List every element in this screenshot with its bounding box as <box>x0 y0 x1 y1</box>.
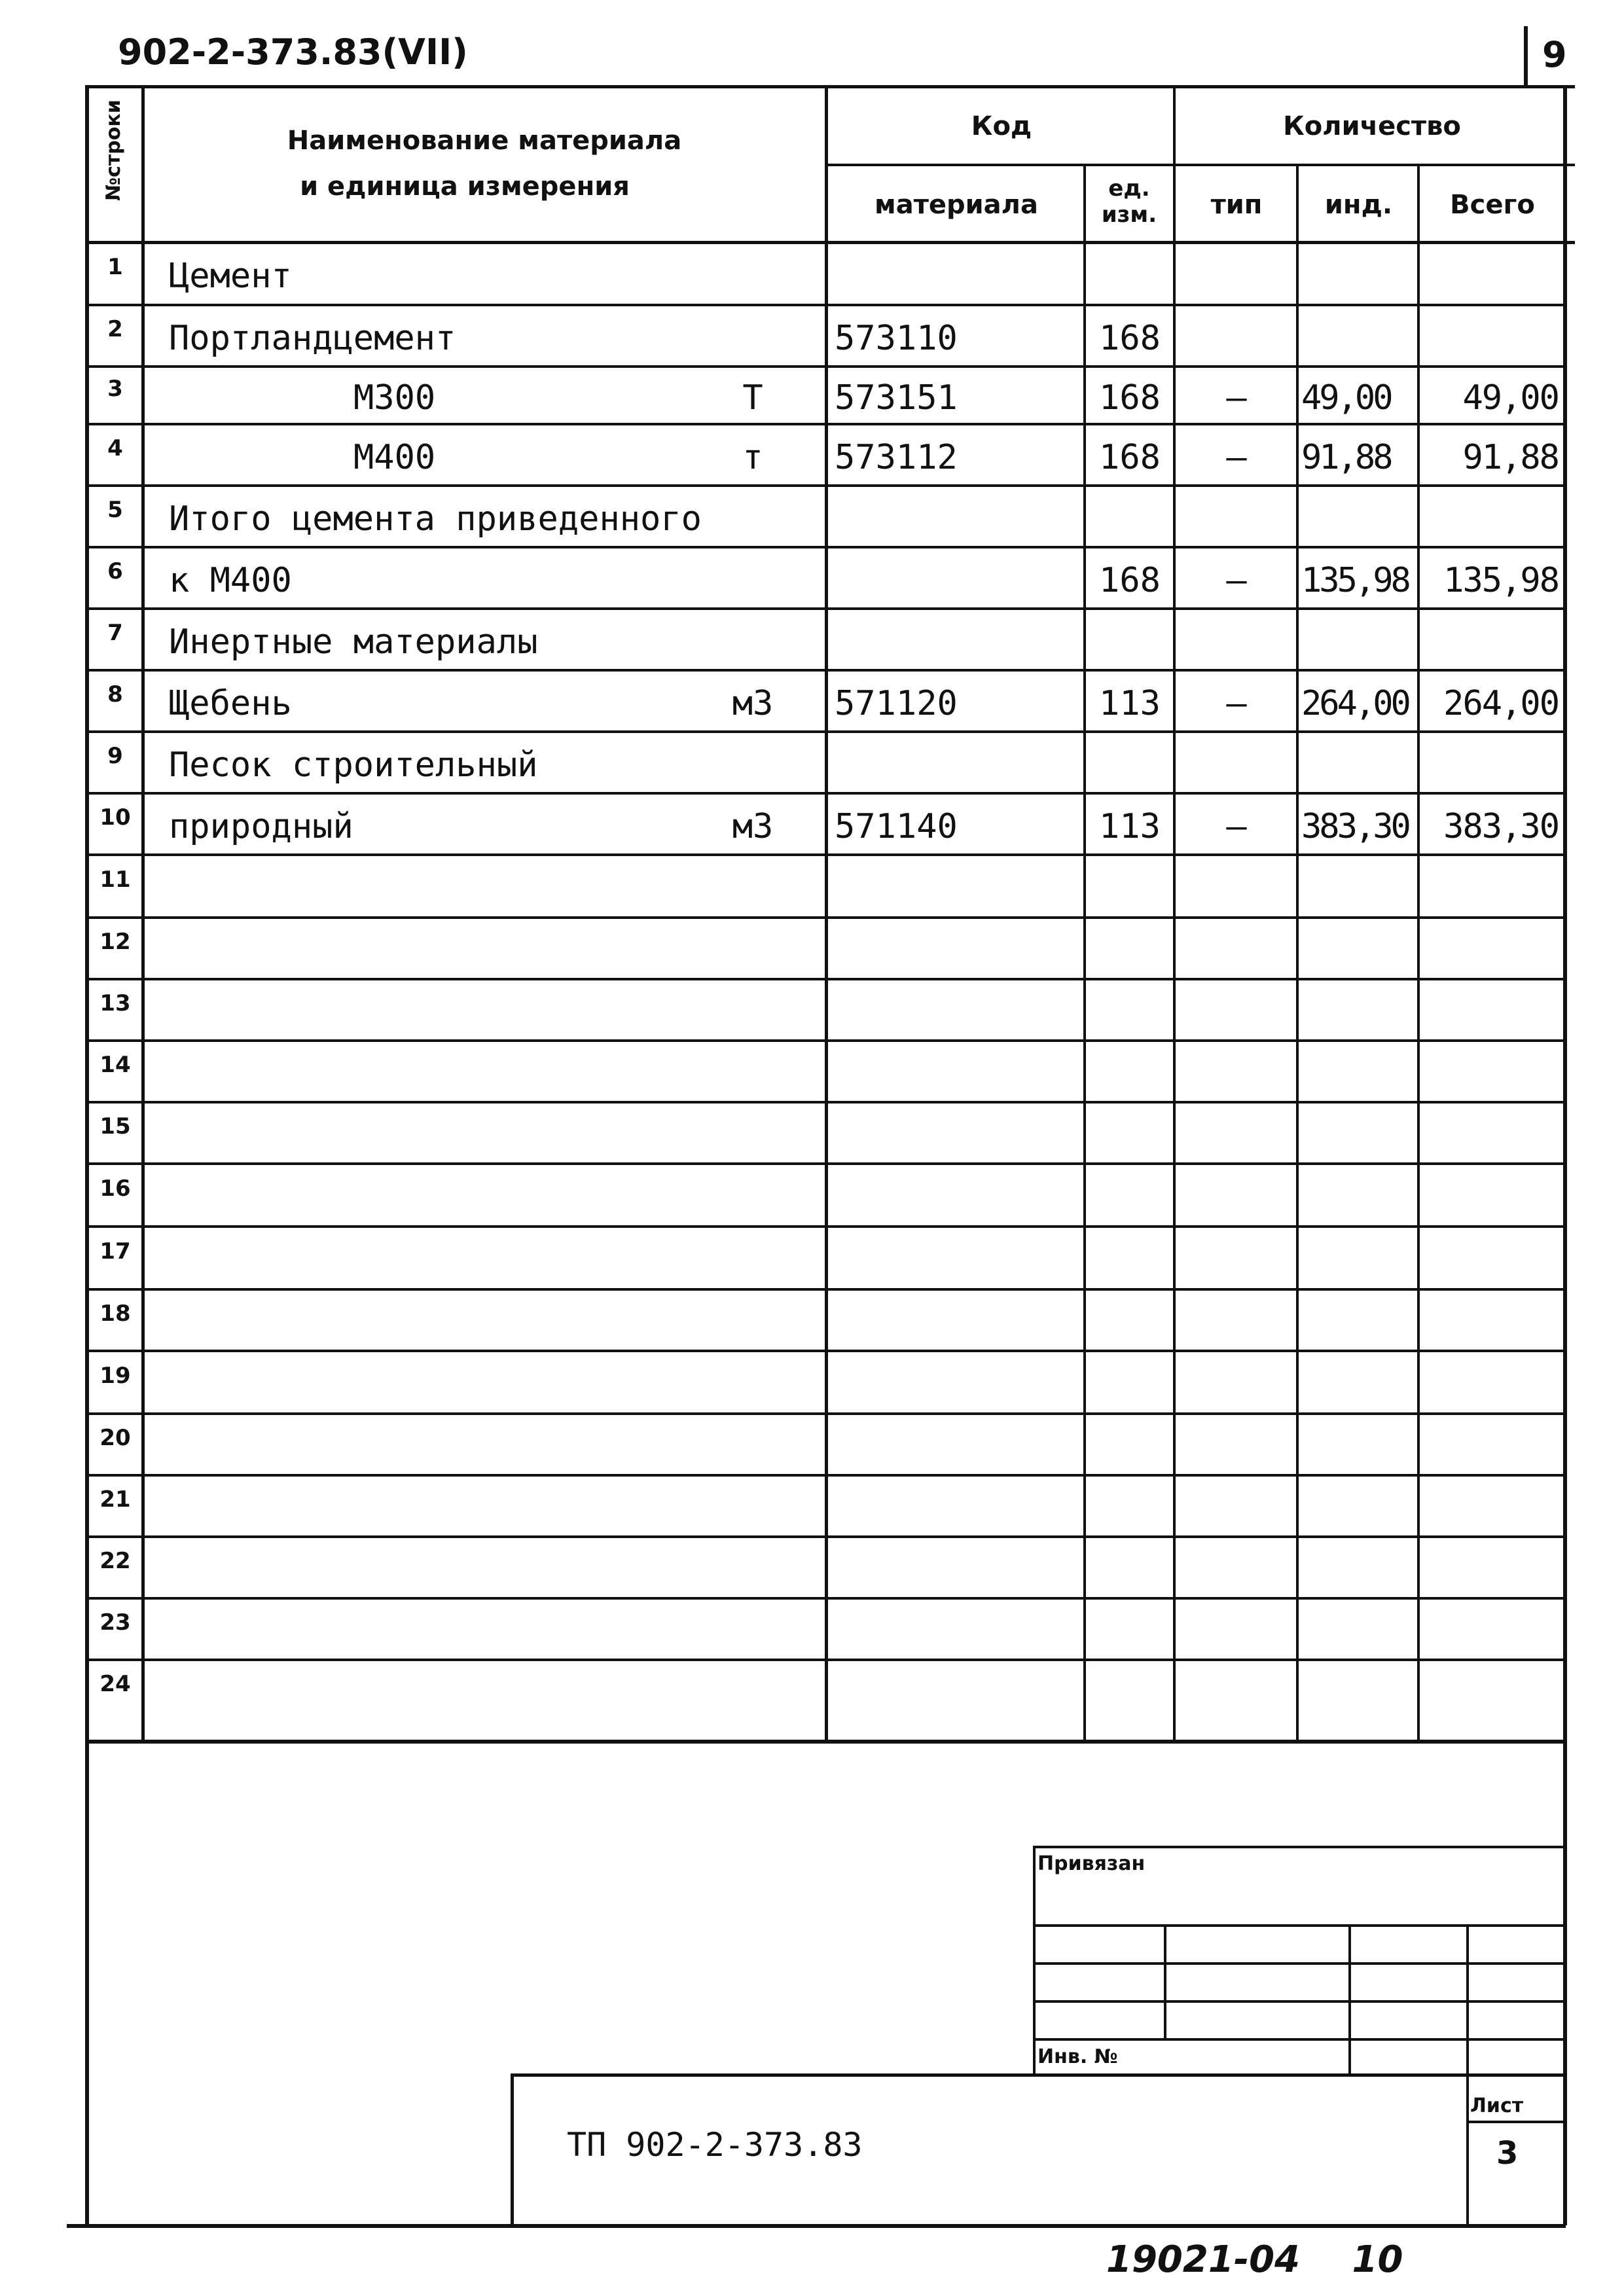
row-number: 16 <box>99 1175 131 1202</box>
header-kod: Код <box>971 111 1032 141</box>
unit-of-measure <box>707 242 799 305</box>
total-quantity <box>1420 855 1562 918</box>
total-quantity <box>1420 1102 1562 1164</box>
row-number: 15 <box>99 1113 131 1139</box>
unit-of-measure <box>707 609 799 670</box>
total-quantity <box>1420 732 1562 793</box>
stamp-vline-2 <box>1348 1924 1351 2075</box>
material-code <box>835 1598 1077 1660</box>
privyazan-label: Привязан <box>1038 1852 1146 1875</box>
unit-code <box>1088 486 1172 547</box>
individual-quantity <box>1299 1041 1420 1102</box>
material-name <box>169 1227 758 1289</box>
material-code <box>835 1289 1077 1351</box>
table-row <box>0 979 1624 1041</box>
material-code: 573110 <box>835 319 958 358</box>
material-name: природный <box>169 807 353 846</box>
row-number: 9 <box>107 743 123 769</box>
total-quantity <box>1420 979 1562 1041</box>
row-number: 1 <box>107 254 123 280</box>
row-number: 3 <box>107 376 123 402</box>
unit-code: 168 <box>1099 319 1161 358</box>
material-code <box>835 1475 1077 1537</box>
header-ind: инд. <box>1324 190 1393 220</box>
material-code <box>835 609 1077 670</box>
total-quantity <box>1420 1414 1562 1475</box>
inv-no-label: Инв. № <box>1038 2045 1118 2068</box>
header-row-number: №строки <box>102 99 125 201</box>
doc-code-suffix: (VII) <box>382 31 468 73</box>
document-code <box>118 31 468 73</box>
row-number: 7 <box>107 620 123 646</box>
total-quantity <box>1420 1041 1562 1102</box>
unit-of-measure: Т <box>742 378 763 418</box>
material-code <box>835 1537 1077 1598</box>
material-name <box>169 1414 758 1475</box>
unit-of-measure <box>707 1660 799 1721</box>
individual-quantity <box>1299 918 1420 979</box>
material-name: М400 <box>353 438 436 477</box>
material-code <box>835 918 1077 979</box>
row-number: 19 <box>99 1363 131 1389</box>
unit-of-measure <box>707 732 799 793</box>
total-quantity <box>1420 1289 1562 1351</box>
table-row <box>0 486 1624 547</box>
material-code <box>835 486 1077 547</box>
individual-quantity <box>1299 1289 1420 1351</box>
material-code <box>835 1227 1077 1289</box>
material-code <box>835 1102 1077 1164</box>
type-quantity <box>1176 1164 1297 1227</box>
header-materiala: материала <box>875 190 1038 220</box>
unit-code <box>1088 1475 1172 1537</box>
individual-quantity <box>1299 1164 1420 1227</box>
row-number: 13 <box>99 990 131 1016</box>
table-row <box>0 670 1624 732</box>
unit-of-measure <box>707 1537 799 1598</box>
unit-of-measure <box>707 855 799 918</box>
material-name <box>169 855 758 918</box>
stamp-vline-1 <box>1164 1924 1166 2041</box>
table-row <box>0 1041 1624 1102</box>
table-row <box>0 367 1624 424</box>
table-row <box>0 1537 1624 1598</box>
material-name <box>169 1289 758 1351</box>
material-code <box>835 979 1077 1041</box>
material-name: Итого цемента приведенного <box>169 499 702 539</box>
individual-quantity <box>1299 609 1420 670</box>
total-quantity <box>1420 486 1562 547</box>
individual-quantity <box>1299 486 1420 547</box>
unit-code <box>1088 918 1172 979</box>
unit-of-measure <box>707 1289 799 1351</box>
individual-quantity <box>1299 1475 1420 1537</box>
type-quantity <box>1176 918 1297 979</box>
header-kolichestvo: Количество <box>1283 111 1461 141</box>
type-quantity <box>1176 305 1297 367</box>
total-quantity: 135,98 <box>1443 561 1559 600</box>
material-code <box>835 732 1077 793</box>
row-number: 2 <box>107 316 123 342</box>
individual-quantity <box>1299 305 1420 367</box>
individual-quantity <box>1299 1660 1420 1721</box>
row-number: 21 <box>99 1486 131 1513</box>
page-bottom-border <box>67 2224 1566 2228</box>
stamp-line-4 <box>1033 2038 1563 2041</box>
stamp-line-1 <box>1033 1924 1563 1927</box>
material-code <box>835 1164 1077 1227</box>
individual-quantity: 264,00 <box>1301 684 1409 723</box>
type-quantity <box>1176 979 1297 1041</box>
total-quantity <box>1420 1351 1562 1414</box>
individual-quantity: 383,30 <box>1301 807 1409 846</box>
unit-code: 113 <box>1099 684 1161 723</box>
table-row <box>0 547 1624 609</box>
total-quantity: 49,00 <box>1462 378 1559 418</box>
unit-code <box>1088 1041 1172 1102</box>
table-row <box>0 1351 1624 1414</box>
table-row <box>0 609 1624 670</box>
type-quantity <box>1176 732 1297 793</box>
unit-code: 168 <box>1099 438 1161 477</box>
table-row <box>0 732 1624 793</box>
stamp-line-3 <box>1033 2000 1563 2003</box>
archive-number-main: 19021-04 <box>1106 2238 1300 2281</box>
unit-of-measure <box>707 547 799 609</box>
total-quantity: 264,00 <box>1443 684 1559 723</box>
type-quantity <box>1176 1475 1297 1537</box>
total-quantity <box>1420 1660 1562 1721</box>
unit-of-measure <box>707 305 799 367</box>
unit-of-measure: м3 <box>732 684 774 723</box>
total-quantity <box>1420 1475 1562 1537</box>
material-name: Портландцемент <box>169 319 456 358</box>
material-name <box>169 1660 758 1721</box>
total-quantity <box>1420 1227 1562 1289</box>
sheet-divider <box>1466 2121 1564 2123</box>
individual-quantity <box>1299 1351 1420 1414</box>
unit-of-measure <box>707 1475 799 1537</box>
type-quantity <box>1176 1351 1297 1414</box>
row-number: 11 <box>99 867 131 893</box>
unit-code: 168 <box>1099 561 1161 600</box>
unit-code <box>1088 1537 1172 1598</box>
material-name <box>169 1164 758 1227</box>
unit-code <box>1088 1351 1172 1414</box>
row-number: 8 <box>107 681 123 708</box>
total-quantity <box>1420 918 1562 979</box>
page-number-divider <box>1524 26 1528 85</box>
material-name <box>169 1102 758 1164</box>
material-name <box>169 1041 758 1102</box>
type-quantity <box>1176 855 1297 918</box>
unit-of-measure <box>707 1414 799 1475</box>
material-name: Инертные материалы <box>169 622 538 662</box>
header-name-line1: Наименование материала <box>287 126 682 156</box>
material-name: Песок строительный <box>169 745 538 785</box>
material-code <box>835 1351 1077 1414</box>
table-row <box>0 1102 1624 1164</box>
unit-code <box>1088 1164 1172 1227</box>
material-code <box>835 1041 1077 1102</box>
material-name <box>169 1475 758 1537</box>
unit-code <box>1088 855 1172 918</box>
stamp-top <box>1033 1846 1563 1848</box>
material-name: М300 <box>353 378 436 418</box>
unit-of-measure <box>707 1164 799 1227</box>
total-quantity <box>1420 242 1562 305</box>
total-quantity: 383,30 <box>1443 807 1559 846</box>
row-number: 22 <box>99 1548 131 1574</box>
row-number: 24 <box>99 1671 131 1697</box>
unit-code <box>1088 609 1172 670</box>
sheet-number: 3 <box>1496 2135 1519 2172</box>
individual-quantity <box>1299 732 1420 793</box>
material-name <box>169 918 758 979</box>
unit-code <box>1088 242 1172 305</box>
individual-quantity <box>1299 242 1420 305</box>
archive-number-page: 10 <box>1352 2238 1403 2281</box>
material-code <box>835 547 1077 609</box>
unit-code <box>1088 979 1172 1041</box>
unit-code <box>1088 732 1172 793</box>
type-quantity <box>1176 486 1297 547</box>
material-name: Щебень <box>169 684 292 723</box>
subheader-line <box>828 164 1575 166</box>
material-name: Цемент <box>169 257 292 296</box>
header-vsego: Всего <box>1450 190 1535 220</box>
row-number: 23 <box>99 1609 131 1636</box>
material-code <box>835 855 1077 918</box>
total-quantity <box>1420 1598 1562 1660</box>
type-quantity <box>1176 1227 1297 1289</box>
title-frame-top <box>511 2073 1566 2077</box>
material-name <box>169 1598 758 1660</box>
individual-quantity <box>1299 1537 1420 1598</box>
type-quantity <box>1176 242 1297 305</box>
row-number: 17 <box>99 1238 131 1265</box>
unit-code <box>1088 1598 1172 1660</box>
row-number: 18 <box>99 1300 131 1327</box>
table-row <box>0 1164 1624 1227</box>
table-top-border <box>89 85 1575 88</box>
total-quantity <box>1420 1537 1562 1598</box>
individual-quantity: 49,00 <box>1301 378 1391 418</box>
table-row <box>0 1289 1624 1351</box>
row-number: 10 <box>99 804 131 831</box>
unit-of-measure <box>707 1598 799 1660</box>
table-row <box>0 1660 1624 1721</box>
type-quantity <box>1176 1660 1297 1721</box>
individual-quantity <box>1299 1227 1420 1289</box>
archive-number <box>1106 2238 1403 2281</box>
doc-code-text: 902-2-373.83 <box>118 31 382 73</box>
table-row <box>0 793 1624 855</box>
row-number: 14 <box>99 1052 131 1078</box>
row-number: 20 <box>99 1425 131 1451</box>
unit-of-measure <box>707 918 799 979</box>
material-code: 573112 <box>835 438 958 477</box>
individual-quantity: 91,88 <box>1301 438 1391 477</box>
type-quantity: – <box>1226 807 1247 846</box>
individual-quantity <box>1299 1598 1420 1660</box>
unit-code <box>1088 1289 1172 1351</box>
material-code <box>835 1660 1077 1721</box>
material-name <box>169 979 758 1041</box>
unit-of-measure <box>707 979 799 1041</box>
table-row <box>0 424 1624 486</box>
title-frame-left <box>511 2073 514 2225</box>
header-ed-izm: ед. изм. <box>1101 175 1157 228</box>
row-number: 6 <box>107 558 123 584</box>
individual-quantity <box>1299 979 1420 1041</box>
unit-of-measure <box>707 1041 799 1102</box>
row-number: 12 <box>99 929 131 955</box>
unit-code <box>1088 1227 1172 1289</box>
unit-of-measure <box>707 1351 799 1414</box>
individual-quantity: 135,98 <box>1301 561 1409 600</box>
table-row <box>0 918 1624 979</box>
unit-code <box>1088 1660 1172 1721</box>
table-row <box>0 1227 1624 1289</box>
total-quantity <box>1420 1164 1562 1227</box>
material-name <box>169 1537 758 1598</box>
type-quantity <box>1176 609 1297 670</box>
type-quantity: – <box>1226 378 1247 418</box>
table-row <box>0 855 1624 918</box>
unit-of-measure <box>707 1102 799 1164</box>
table-row <box>0 1414 1624 1475</box>
unit-of-measure: м3 <box>732 807 774 846</box>
total-quantity <box>1420 609 1562 670</box>
material-name <box>169 1351 758 1414</box>
project-title: ТП 902-2-373.83 <box>567 2126 863 2164</box>
material-code <box>835 1414 1077 1475</box>
type-quantity: – <box>1226 561 1247 600</box>
type-quantity <box>1176 1537 1297 1598</box>
table-row <box>0 242 1624 305</box>
material-code: 573151 <box>835 378 958 418</box>
material-code: 571120 <box>835 684 958 723</box>
unit-code: 168 <box>1099 378 1161 418</box>
type-quantity: – <box>1226 438 1247 477</box>
sheet-label: Лист <box>1470 2094 1524 2117</box>
type-quantity <box>1176 1289 1297 1351</box>
type-quantity: – <box>1226 684 1247 723</box>
total-quantity: 91,88 <box>1462 438 1559 477</box>
total-quantity <box>1420 305 1562 367</box>
individual-quantity <box>1299 1414 1420 1475</box>
type-quantity <box>1176 1598 1297 1660</box>
header-tip: тип <box>1210 190 1263 220</box>
type-quantity <box>1176 1102 1297 1164</box>
table-row <box>0 1598 1624 1660</box>
individual-quantity <box>1299 855 1420 918</box>
unit-code <box>1088 1102 1172 1164</box>
header-name-line2: и единица измерения <box>300 171 630 202</box>
table-row <box>0 1475 1624 1537</box>
material-code: 571140 <box>835 807 958 846</box>
unit-of-measure <box>707 1227 799 1289</box>
unit-of-measure: т <box>742 438 763 477</box>
type-quantity <box>1176 1414 1297 1475</box>
individual-quantity <box>1299 1102 1420 1164</box>
unit-code <box>1088 1414 1172 1475</box>
stamp-line-2 <box>1033 1962 1563 1965</box>
table-row <box>0 305 1624 367</box>
material-code <box>835 242 1077 305</box>
material-name: к М400 <box>169 561 292 600</box>
row-number: 4 <box>107 435 123 461</box>
unit-of-measure <box>707 486 799 547</box>
type-quantity <box>1176 1041 1297 1102</box>
unit-code: 113 <box>1099 807 1161 846</box>
row-number: 5 <box>107 497 123 523</box>
page-number: 9 <box>1542 34 1567 75</box>
